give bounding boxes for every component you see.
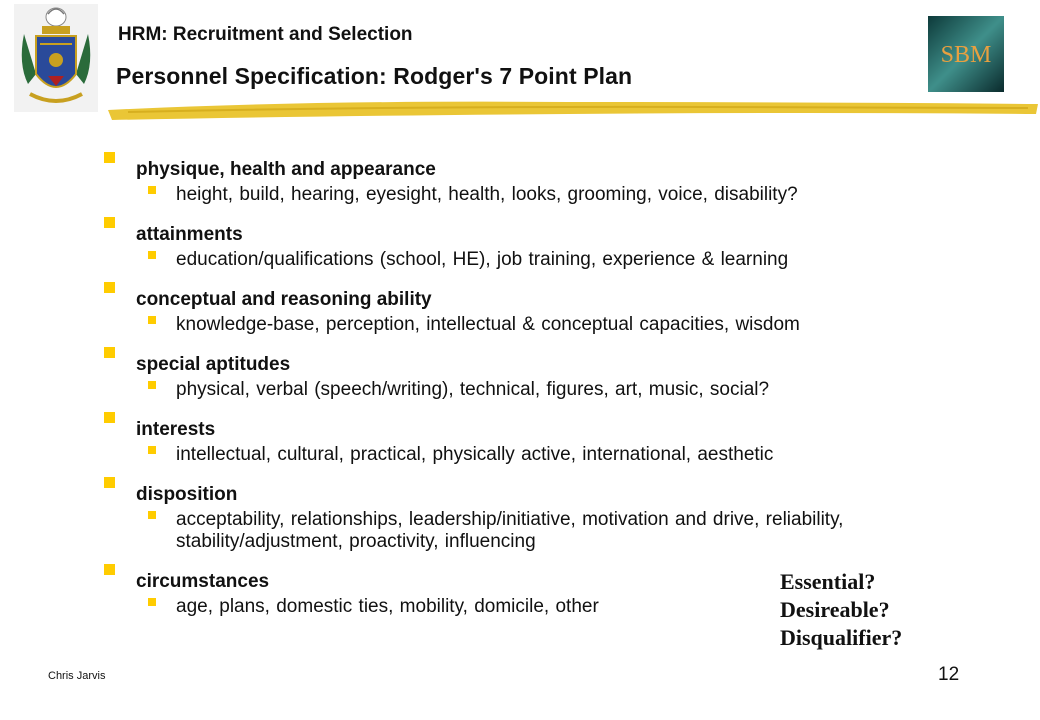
- bullet-list: [0, 150, 1040, 627]
- bullet-square-icon: [104, 412, 115, 423]
- side-note-line: Desireable?: [780, 597, 890, 622]
- list-item: special aptitudes: [0, 345, 1040, 378]
- list-item: circumstances: [0, 562, 1040, 595]
- bullet-square-icon: [148, 251, 156, 259]
- bullet-square-icon: [148, 511, 156, 519]
- footer-author: Chris Jarvis: [48, 670, 106, 682]
- bullet-square-icon: [104, 217, 115, 228]
- list-subitem: knowledge-base, perception, intellectual & conceptual capacities, wisdom: [0, 313, 1040, 345]
- list-item: attainments: [0, 215, 1040, 248]
- bullet-square-icon: [104, 347, 115, 358]
- list-subitem: physical, verbal (speech/writing), technical, figures, art, music, social?: [0, 378, 1040, 410]
- bullet-square-icon: [148, 186, 156, 194]
- sbm-logo: [928, 16, 1004, 92]
- bullet-square-icon: [148, 316, 156, 324]
- list-item: disposition: [0, 475, 1040, 508]
- bullet-square-icon: [104, 282, 115, 293]
- bullet-square-icon: [148, 446, 156, 454]
- list-subitem: height, build, hearing, eyesight, health, looks, grooming, voice, disability?: [0, 183, 1040, 215]
- slide-title: Personnel Specification: Rodger's 7 Point Plan: [116, 63, 633, 89]
- list-subitem: acceptability, relationships, leadership/initiative, motivation and drive, reliability, stability/adjustment, proactivity, influencing: [0, 508, 1040, 562]
- bullet-square-icon: [104, 477, 115, 488]
- svg-text:SBM: SBM: [940, 42, 992, 68]
- list-item: interests: [0, 410, 1040, 443]
- bullet-square-icon: [148, 381, 156, 389]
- bullet-square-icon: [104, 152, 115, 163]
- university-crest-logo: [14, 4, 98, 112]
- bullet-square-icon: [104, 564, 115, 575]
- page-number: 12: [938, 664, 960, 685]
- list-subitem: age, plans, domestic ties, mobility, domicile, other: [0, 595, 1040, 627]
- brush-underline: [108, 96, 1038, 122]
- list-subitem: intellectual, cultural, practical, physically active, international, aesthetic: [0, 443, 1040, 475]
- slide-subtitle: HRM: Recruitment and Selection: [118, 24, 413, 45]
- list-item: physique, health and appearance: [0, 150, 1040, 183]
- list-item: conceptual and reasoning ability: [0, 280, 1040, 313]
- list-subitem: education/qualifications (school, HE), job training, experience & learning: [0, 248, 1040, 280]
- side-note: [780, 568, 902, 652]
- side-note-line: Disqualifier?: [780, 625, 903, 650]
- bullet-square-icon: [148, 598, 156, 606]
- side-note-line: Essential?: [780, 569, 876, 594]
